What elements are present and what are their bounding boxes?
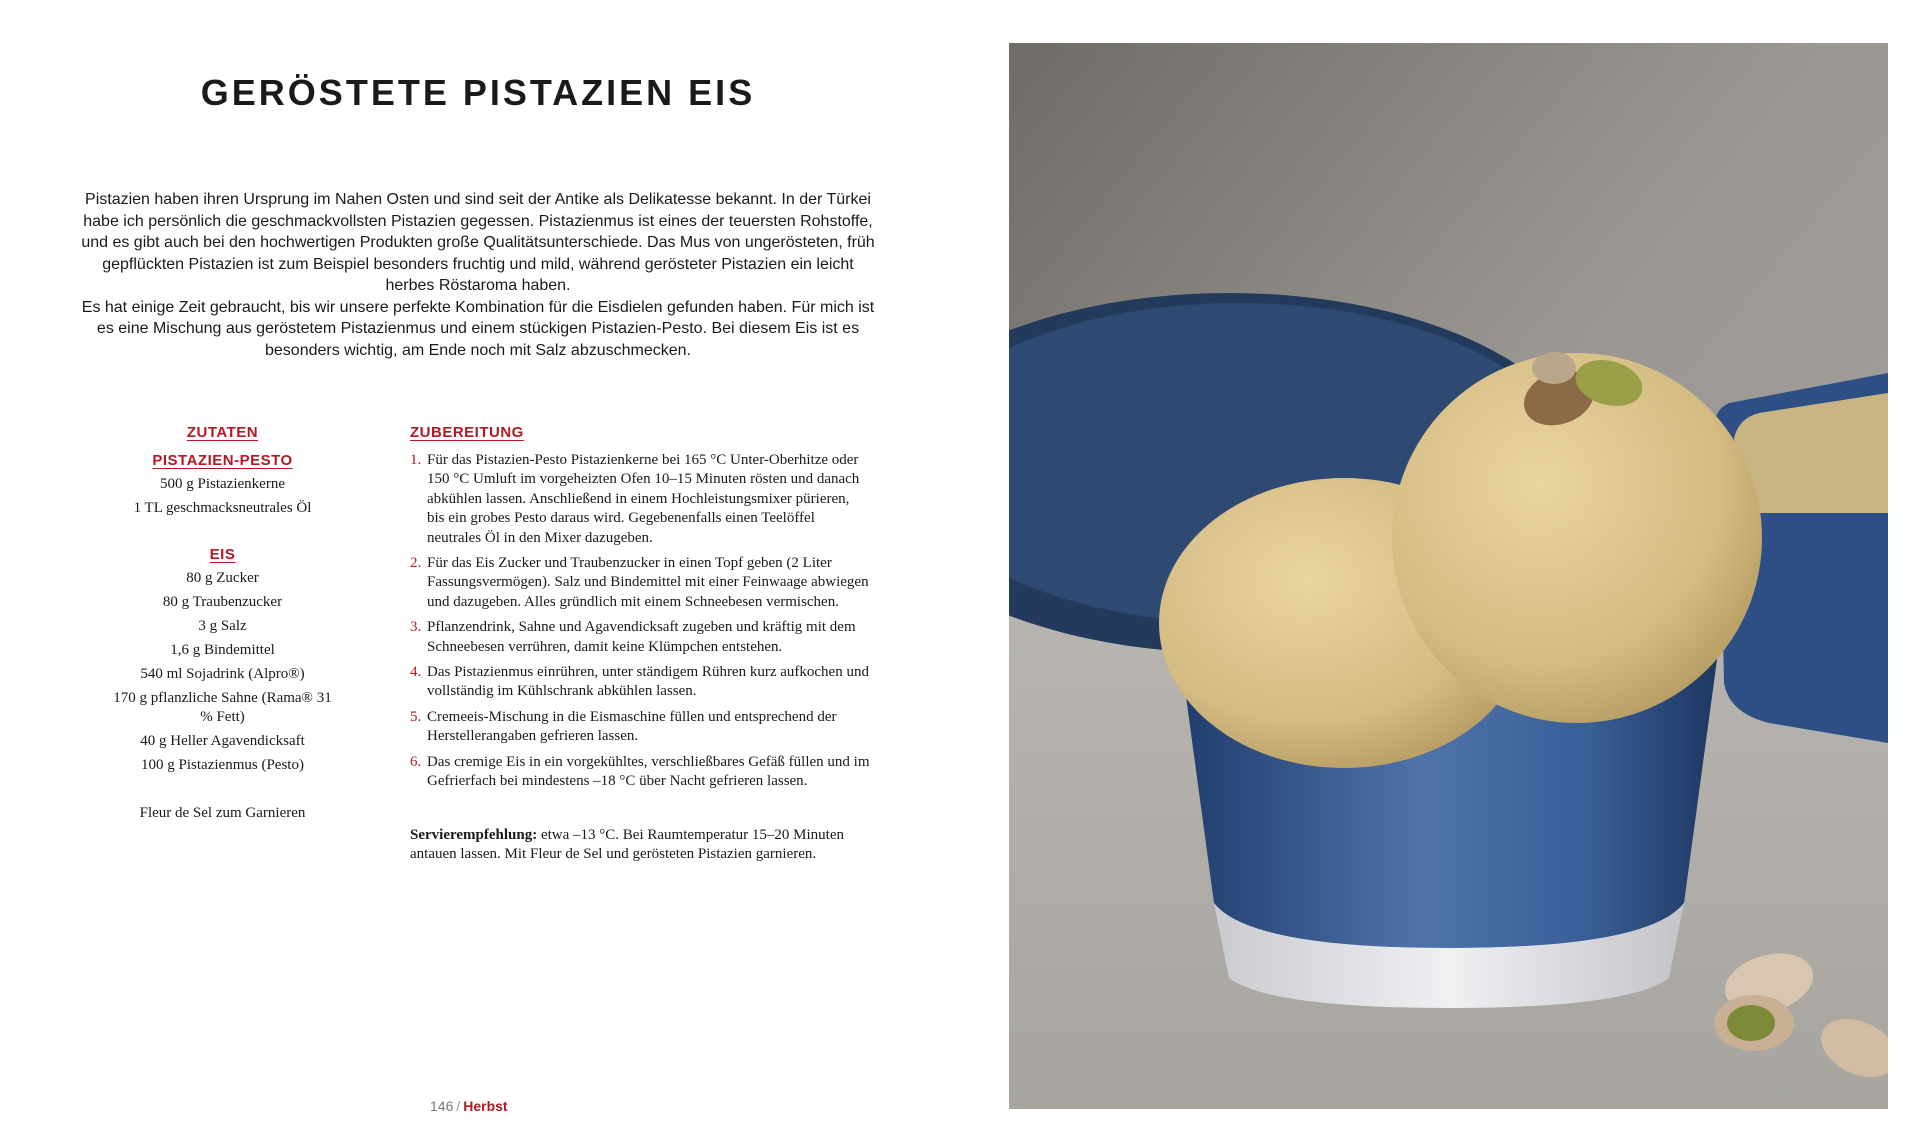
footer-separator: / xyxy=(456,1098,461,1114)
step-number: 6. xyxy=(410,753,422,770)
step-item xyxy=(410,451,870,548)
garnish-item: Fleur de Sel zum Garnieren xyxy=(139,805,306,821)
page-number: 146 xyxy=(430,1098,454,1114)
preparation-heading: ZUBEREITUNG xyxy=(410,424,524,441)
step-item xyxy=(410,554,870,612)
page-title: GERÖSTETE PISTAZIEN EIS xyxy=(200,72,756,113)
step-number: 3. xyxy=(410,619,422,636)
eis-heading: EIS xyxy=(209,546,236,563)
ingredient-item: 500 g Pistazienkerne xyxy=(160,476,285,492)
ice-cream-photo xyxy=(1009,43,1888,1109)
step-number: 1. xyxy=(410,452,422,468)
step-text: Das Pistazienmus einrühren, unter ständigem Rühren kurz aufkochen und vollständig im Kühlschrank abkühlen lassen. xyxy=(427,664,869,700)
page-footer xyxy=(430,1098,508,1114)
serving-text: etwa –13 °C. Bei Raumtemperatur 15–20 Minuten antauen lassen. Mit Fleur de Sel und gerösteten Pistazien garnieren. xyxy=(410,826,844,862)
pesto-heading: PISTAZIEN-PESTO xyxy=(152,452,293,469)
ingredient-item: 40 g Heller Agavendicksaft xyxy=(140,733,305,749)
ingredient-item: 1,6 g Bindemittel xyxy=(170,642,275,658)
ingredient-item: 80 g Traubenzucker xyxy=(162,594,283,610)
step-item xyxy=(410,753,870,792)
step-item xyxy=(410,708,870,747)
ingredient-item: 1 TL geschmacksneutrales Öl xyxy=(133,500,312,516)
ingredient-item: 540 ml Sojadrink (Alpro®) xyxy=(140,666,305,682)
ingredient-item: 170 g pflanzliche Sahne (Rama® 31 % Fett) xyxy=(113,690,332,725)
step-number: 5. xyxy=(410,708,422,725)
intro-text xyxy=(78,189,878,361)
intro-paragraph: Es hat einige Zeit gebraucht, bis wir unsere perfekte Kombination für die Eisdielen gefunden haben. Für mich ist es eine Mischung aus geröstetem Pistazienmus und einem stückigen Pistazien-Pesto. Bei diesem Eis ist es besonders wichtig, am Ende noch mit Salz abzuschmecken. xyxy=(81,298,875,359)
serving-label: Servierempfehlung: xyxy=(410,826,538,843)
ingredient-item: 80 g Zucker xyxy=(186,570,259,586)
step-item xyxy=(410,618,870,657)
ice-cream-illustration xyxy=(1009,43,1888,1109)
serving-recommendation xyxy=(410,826,870,865)
step-text: Das cremige Eis in ein vorgekühltes, verschließbares Gefäß füllen und im Gefrierfach bei mindestens –18 °C über Nacht gefrieren lassen. xyxy=(427,753,870,790)
ingredient-item: 100 g Pistazienmus (Pesto) xyxy=(141,757,304,773)
step-text: Cremeeis-Mischung in die Eismaschine füllen und entsprechend der Herstellerangaben gefrieren lassen. xyxy=(427,708,837,745)
ingredient-item: 3 g Salz xyxy=(198,618,247,634)
preparation-column xyxy=(410,419,870,864)
step-number: 2. xyxy=(410,555,422,572)
step-text: Für das Pistazien-Pesto Pistazienkerne bei 165 °C Unter-Oberhitze oder 150 °C Umluft im vorgeheizten Ofen 10–15 Minuten rösten und danach abkühlen lassen. Anschließend in einem Hochleistungsmixer pürieren, bis ein grobes Pesto daraus wird. Gegebenenfalls einen Teelöffel neutrales Öl in den Mixer dazugeben. xyxy=(427,452,860,546)
section-name: Herbst xyxy=(463,1098,508,1114)
step-text: Pflanzendrink, Sahne und Agavendicksaft zugeben und kräftig mit dem Schneebesen verrühren, damit keine Klümpchen entstehen. xyxy=(427,619,856,655)
step-number: 4. xyxy=(410,664,422,681)
step-text: Für das Eis Zucker und Traubenzucker in einen Topf geben (2 Liter Fassungsvermögen). Salz und Bindemittel mit einer Feinwaage abwiegen und dazugeben. Alles gründlich mit einem Schneebesen vermischen. xyxy=(427,555,869,610)
ingredients-heading: ZUTATEN xyxy=(186,424,259,441)
step-item xyxy=(410,663,870,702)
intro-paragraph: Pistazien haben ihren Ursprung im Nahen Osten und sind seit der Antike als Delikatesse bekannt. In der Türkei habe ich persönlich die geschmackvollsten Pistazien gegessen. Pistazienmus ist eines der teuersten Rohstoffe, und es gibt auch bei den hochwertigen Produkten große Qualitätsunterschiede. Das Mus von ungerösteten, früh gepflückten Pistazien ist zum Beispiel besonders fruchtig und mild, während gerösteter Pistazien ein leicht herbes Röstaroma haben. xyxy=(81,191,875,294)
ingredients-column xyxy=(110,419,335,828)
